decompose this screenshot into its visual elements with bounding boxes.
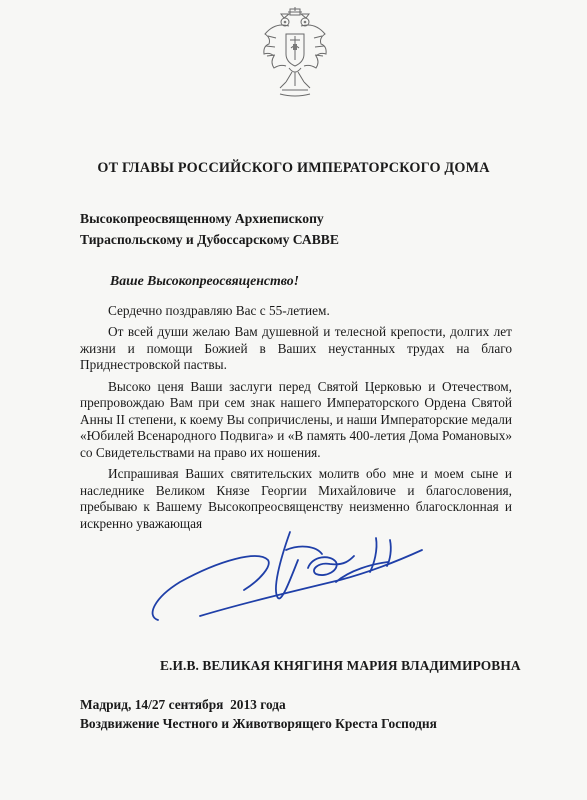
body-paragraph-4: Испрашивая Ваших святительских молитв обо мне и моем сыне и наследнике Великом Князе Георгии Михайловиче и благословения, пребываю к Вашему Высокопреосвященству неизменно благосклонная и искренно уважающая xyxy=(80,466,512,531)
place-date-line-2: Воздвижение Честного и Животворящего Креста Господня xyxy=(80,716,437,731)
double-headed-eagle-icon xyxy=(262,6,328,98)
addressee-line-1: Высокопреосвященному Архиепископу xyxy=(80,211,324,226)
body-paragraph-3: Высоко ценя Ваши заслуги перед Святой Церковью и Отечеством, препровождаю Вам при сем знак нашего Императорского Ордена Святой Анны II степени, к коему Вы сопричислены, и наши Императорские медали «Юбилей Всенародного Подвига» и «В память 400-летия Дома Романовых» со Свидетельствами на право их ношения. xyxy=(80,378,512,460)
salutation: Ваше Высокопреосвященство! xyxy=(110,273,299,288)
signer-name: Е.И.В. ВЕЛИКАЯ КНЯГИНЯ МАРИЯ ВЛАДИМИРОВНА xyxy=(160,658,521,673)
place-and-date xyxy=(80,695,437,733)
letter-heading: ОТ ГЛАВЫ РОССИЙСКОГО ИМПЕРАТОРСКОГО ДОМА xyxy=(97,160,490,176)
body-paragraph-2: От всей души желаю Вам душевной и телесной крепости, долгих лет жизни и помощи Божией в Ваших неустанных трудах на благо Приднестровской паствы. xyxy=(80,324,512,373)
addressee-line-2: Тираспольскому и Дубоссарскому САВВЕ xyxy=(80,232,339,247)
place-date-line-1: Мадрид, 14/27 сентября 2013 года xyxy=(80,697,286,712)
handwritten-signature xyxy=(140,520,430,630)
addressee-block xyxy=(80,208,339,250)
body-paragraph-1: Сердечно поздравляю Вас с 55-летием. xyxy=(108,303,330,318)
letter-body xyxy=(80,303,512,537)
